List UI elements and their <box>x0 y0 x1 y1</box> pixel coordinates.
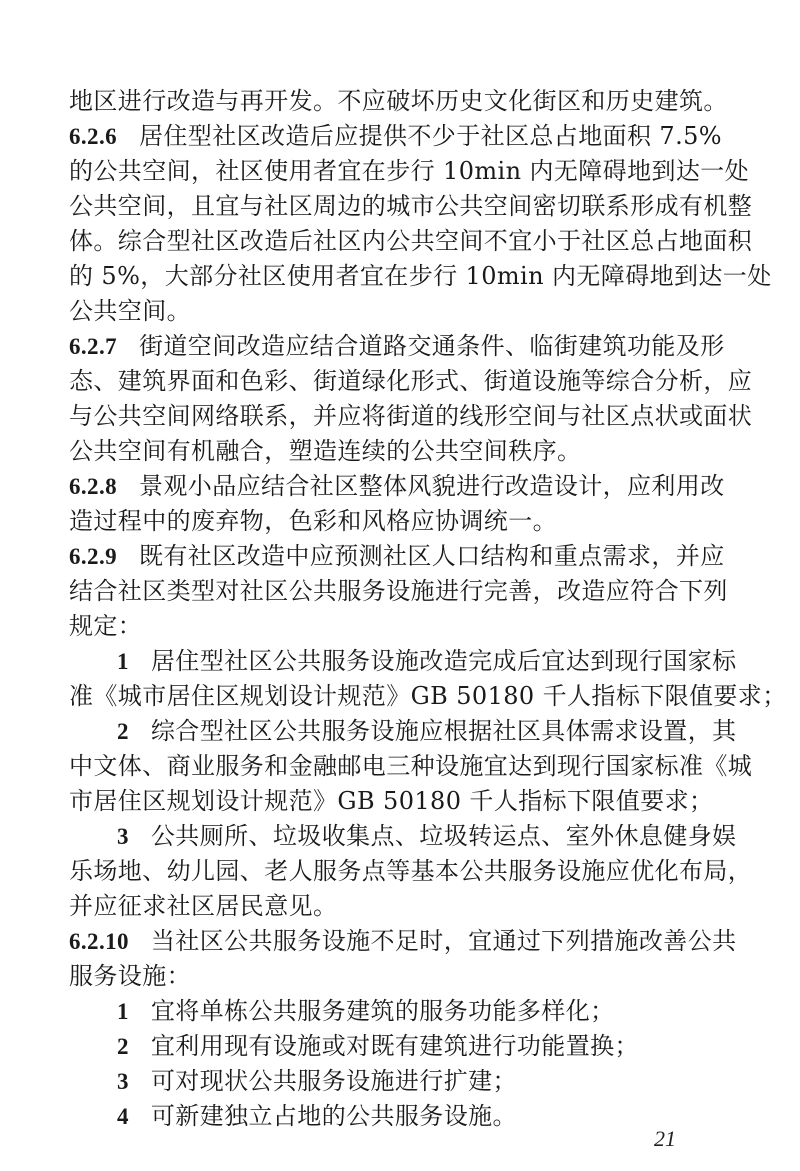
list-item-line <box>69 1029 711 1064</box>
body-text-line <box>69 784 714 819</box>
body-text-line <box>69 189 753 224</box>
body-text-line <box>69 609 711 644</box>
line-text: 服务设施： <box>69 962 191 990</box>
list-item-line <box>69 714 737 749</box>
list-item-line <box>69 1099 711 1134</box>
clause-number: 6.2.10 <box>69 929 129 954</box>
clause-heading-line <box>69 329 725 364</box>
item-number: 1 <box>117 999 129 1024</box>
list-item-line <box>69 1064 711 1099</box>
body-text-line <box>69 259 772 294</box>
line-text: 综合型社区公共服务设施应根据社区具体需求设置，其 <box>150 717 737 745</box>
list-item-line <box>69 644 737 679</box>
line-text: 公共空间，且宜与社区周边的城市公共空间密切联系形成有机整 <box>69 192 753 220</box>
line-text: 景观小品应结合社区整体风貌进行改造设计，应利用改 <box>139 472 725 500</box>
line-text: 规定： <box>69 612 143 640</box>
item-number: 2 <box>117 1034 129 1059</box>
body-text-line <box>69 854 753 889</box>
clause-heading-line <box>69 924 737 959</box>
body-text-line <box>69 959 711 994</box>
line-text: 乐场地、幼儿园、老人服务点等基本公共服务设施应优化布局， <box>69 857 753 885</box>
line-text: 公共空间。 <box>69 297 191 325</box>
line-text: 公共空间有机融合，塑造连续的公共空间秩序。 <box>69 437 582 465</box>
list-item-line <box>69 819 737 854</box>
body-text-line <box>69 399 753 434</box>
item-number: 3 <box>117 1069 129 1094</box>
body-text-line <box>69 364 753 399</box>
document-page <box>69 84 787 1134</box>
line-text: 并应征求社区居民意见。 <box>69 892 338 920</box>
line-text: 与公共空间网络联系，并应将街道的线形空间与社区点状或面状 <box>69 402 753 430</box>
clause-number: 6.2.6 <box>69 124 117 149</box>
line-text: 态、建筑界面和色彩、街道绿化形式、街道设施等综合分析，应 <box>69 367 753 395</box>
line-text: 中文体、商业服务和金融邮电三种设施宜达到现行国家标准《城 <box>69 752 753 780</box>
page-number: 21 <box>654 1126 676 1151</box>
line-text: 市居住区规划设计规范》GB 50180 千人指标下限值要求； <box>69 787 714 815</box>
line-text: 结合社区类型对社区公共服务设施进行完善，改造应符合下列 <box>69 577 728 605</box>
clause-number: 6.2.9 <box>69 544 117 569</box>
item-number: 1 <box>117 649 129 674</box>
line-text: 可对现状公共服务设施进行扩建； <box>150 1067 517 1095</box>
body-text-line <box>69 434 711 469</box>
line-text: 的公共空间，社区使用者宜在步行 10min 内无障碍地到达一处 <box>69 157 750 185</box>
line-text: 街道空间改造应结合道路交通条件、临街建筑功能及形 <box>139 332 725 360</box>
line-text: 居住型社区改造后应提供不少于社区总占地面积 7.5% <box>139 122 722 150</box>
line-text: 既有社区改造中应预测社区人口结构和重点需求，并应 <box>139 542 725 570</box>
clause-heading-line <box>69 119 722 154</box>
line-text: 居住型社区公共服务设施改造完成后宜达到现行国家标 <box>150 647 737 675</box>
line-text: 地区进行改造与再开发。不应破坏历史文化街区和历史建筑。 <box>69 87 728 115</box>
line-text: 的 5%，大部分社区使用者宜在步行 10min 内无障碍地到达一处 <box>69 262 772 290</box>
clause-number: 6.2.8 <box>69 474 117 499</box>
clause-number: 6.2.7 <box>69 334 117 359</box>
clause-heading-line <box>69 469 725 504</box>
list-item-line <box>69 994 711 1029</box>
body-text-line <box>69 84 728 119</box>
line-text: 当社区公共服务设施不足时，宜通过下列措施改善公共 <box>150 927 737 955</box>
body-text-line <box>69 749 753 784</box>
body-text-line <box>69 504 711 539</box>
body-text-line <box>69 294 711 329</box>
body-text-line <box>69 224 753 259</box>
line-text: 可新建独立占地的公共服务设施。 <box>150 1102 517 1130</box>
body-text-line <box>69 889 711 924</box>
line-text: 公共厕所、垃圾收集点、垃圾转运点、室外休息健身娱 <box>150 822 737 850</box>
item-number: 2 <box>117 719 129 744</box>
line-text: 造过程中的废弃物，色彩和风格应协调统一。 <box>69 507 557 535</box>
item-number: 3 <box>117 824 129 849</box>
line-text: 准《城市居住区规划设计规范》GB 50180 千人指标下限值要求； <box>69 682 787 710</box>
body-text-line <box>69 154 750 189</box>
item-number: 4 <box>117 1104 129 1129</box>
line-text: 宜将单栋公共服务建筑的服务功能多样化； <box>150 997 615 1025</box>
body-text-line <box>69 679 787 714</box>
clause-heading-line <box>69 539 725 574</box>
line-text: 宜利用现有设施或对既有建筑进行功能置换； <box>150 1032 639 1060</box>
line-text: 体。综合型社区改造后社区内公共空间不宜小于社区总占地面积 <box>69 227 753 255</box>
body-text-line <box>69 574 728 609</box>
